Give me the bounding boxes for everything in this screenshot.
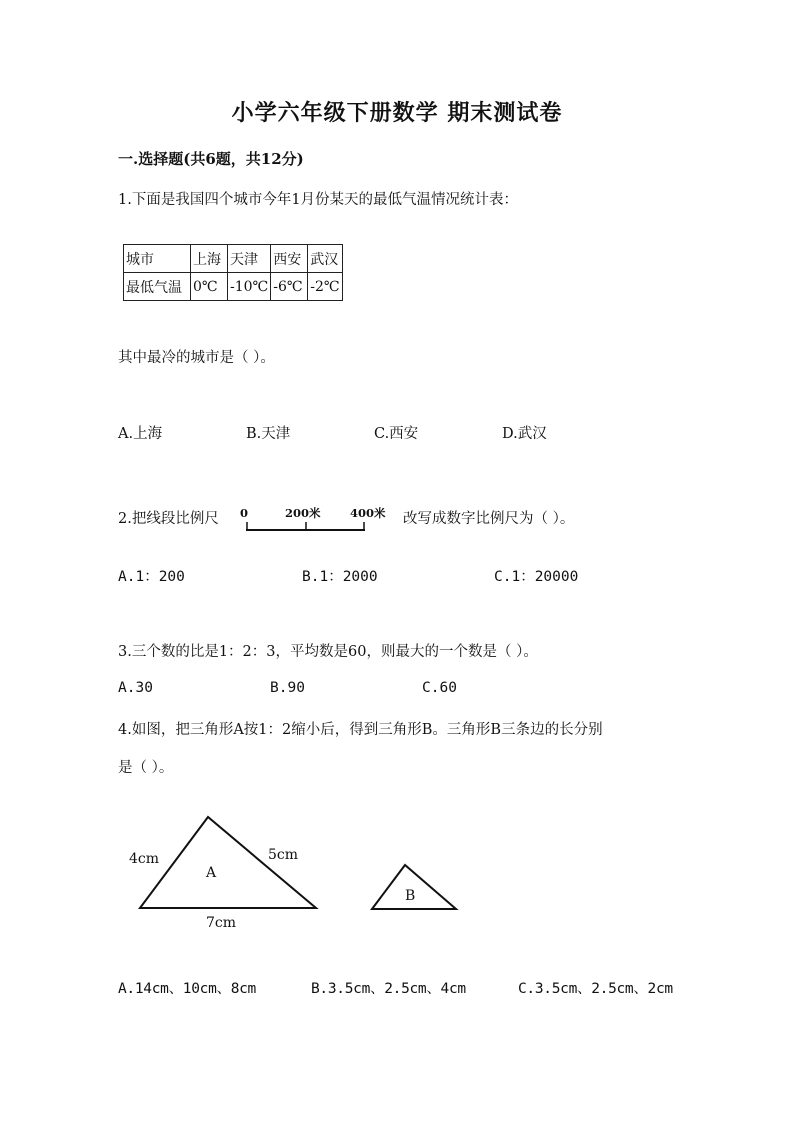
q2-option-c[interactable]: C.1：20000 (494, 569, 579, 585)
q1-option-a[interactable]: A.上海 (118, 426, 163, 442)
q3-option-a[interactable]: A.30 (118, 680, 153, 696)
q3-option-c[interactable]: C.60 (422, 680, 457, 696)
triangle-a-base: 7cm (206, 915, 237, 931)
table-cell: 上海 (191, 245, 228, 273)
q2-option-a[interactable]: A.1：200 (118, 569, 185, 585)
question-2-text-before: 2.把线段比例尺 (118, 511, 219, 527)
triangle-a-label: A (206, 865, 217, 881)
triangles-figure (120, 810, 480, 940)
q4-option-a[interactable]: A.14cm、10cm、8cm (118, 981, 256, 997)
q1-option-c[interactable]: C.西安 (374, 426, 419, 442)
table-cell: -10℃ (228, 273, 271, 301)
table-cell: 武汉 (308, 245, 342, 273)
q1-option-d[interactable]: D.武汉 (502, 426, 547, 442)
question-4-line-2: 是（ ）。 (118, 760, 174, 776)
page-title: 小学六年级下册数学 期末测试卷 (231, 100, 563, 126)
question-2-text-after: 改写成数字比例尺为（ ）。 (403, 511, 575, 527)
scale-label-0: 0 (240, 506, 249, 520)
temperature-table (123, 244, 343, 301)
table-cell: -6℃ (271, 273, 308, 301)
q1-option-b[interactable]: B.天津 (246, 426, 291, 442)
scale-label-200: 200米 (285, 506, 321, 520)
table-cell: -2℃ (308, 273, 342, 301)
scale-label-400: 400米 (350, 506, 386, 520)
q4-option-c[interactable]: C.3.5cm、2.5cm、2cm (518, 981, 673, 997)
q4-option-b[interactable]: B.3.5cm、2.5cm、4cm (311, 981, 466, 997)
section-heading: 一.选择题(共6题，共12分) (118, 150, 304, 168)
question-4-line-1: 4.如图，把三角形A按1：2缩小后，得到三角形B。三角形B三条边的长分别 (118, 722, 603, 738)
question-1-text: 1.下面是我国四个城市今年1月份某天的最低气温情况统计表： (118, 192, 519, 208)
table-cell: 城市 (124, 245, 191, 273)
q3-option-b[interactable]: B.90 (270, 680, 305, 696)
q2-option-b[interactable]: B.1：2000 (302, 569, 378, 585)
question-1-prompt: 其中最冷的城市是（ ）。 (118, 350, 275, 366)
scale-bar (240, 502, 390, 536)
triangle-a-right-side: 5cm (268, 847, 299, 863)
triangle-b-label: B (405, 888, 416, 904)
table-cell: 最低气温 (124, 273, 191, 301)
table-cell: 0℃ (191, 273, 228, 301)
table-cell: 天津 (228, 245, 271, 273)
table-cell: 西安 (271, 245, 308, 273)
table-row (124, 245, 343, 273)
triangle-a-left-side: 4cm (129, 851, 160, 867)
table-row (124, 273, 343, 301)
question-3-text: 3.三个数的比是1：2：3，平均数是60，则最大的一个数是（ ）。 (118, 644, 538, 660)
